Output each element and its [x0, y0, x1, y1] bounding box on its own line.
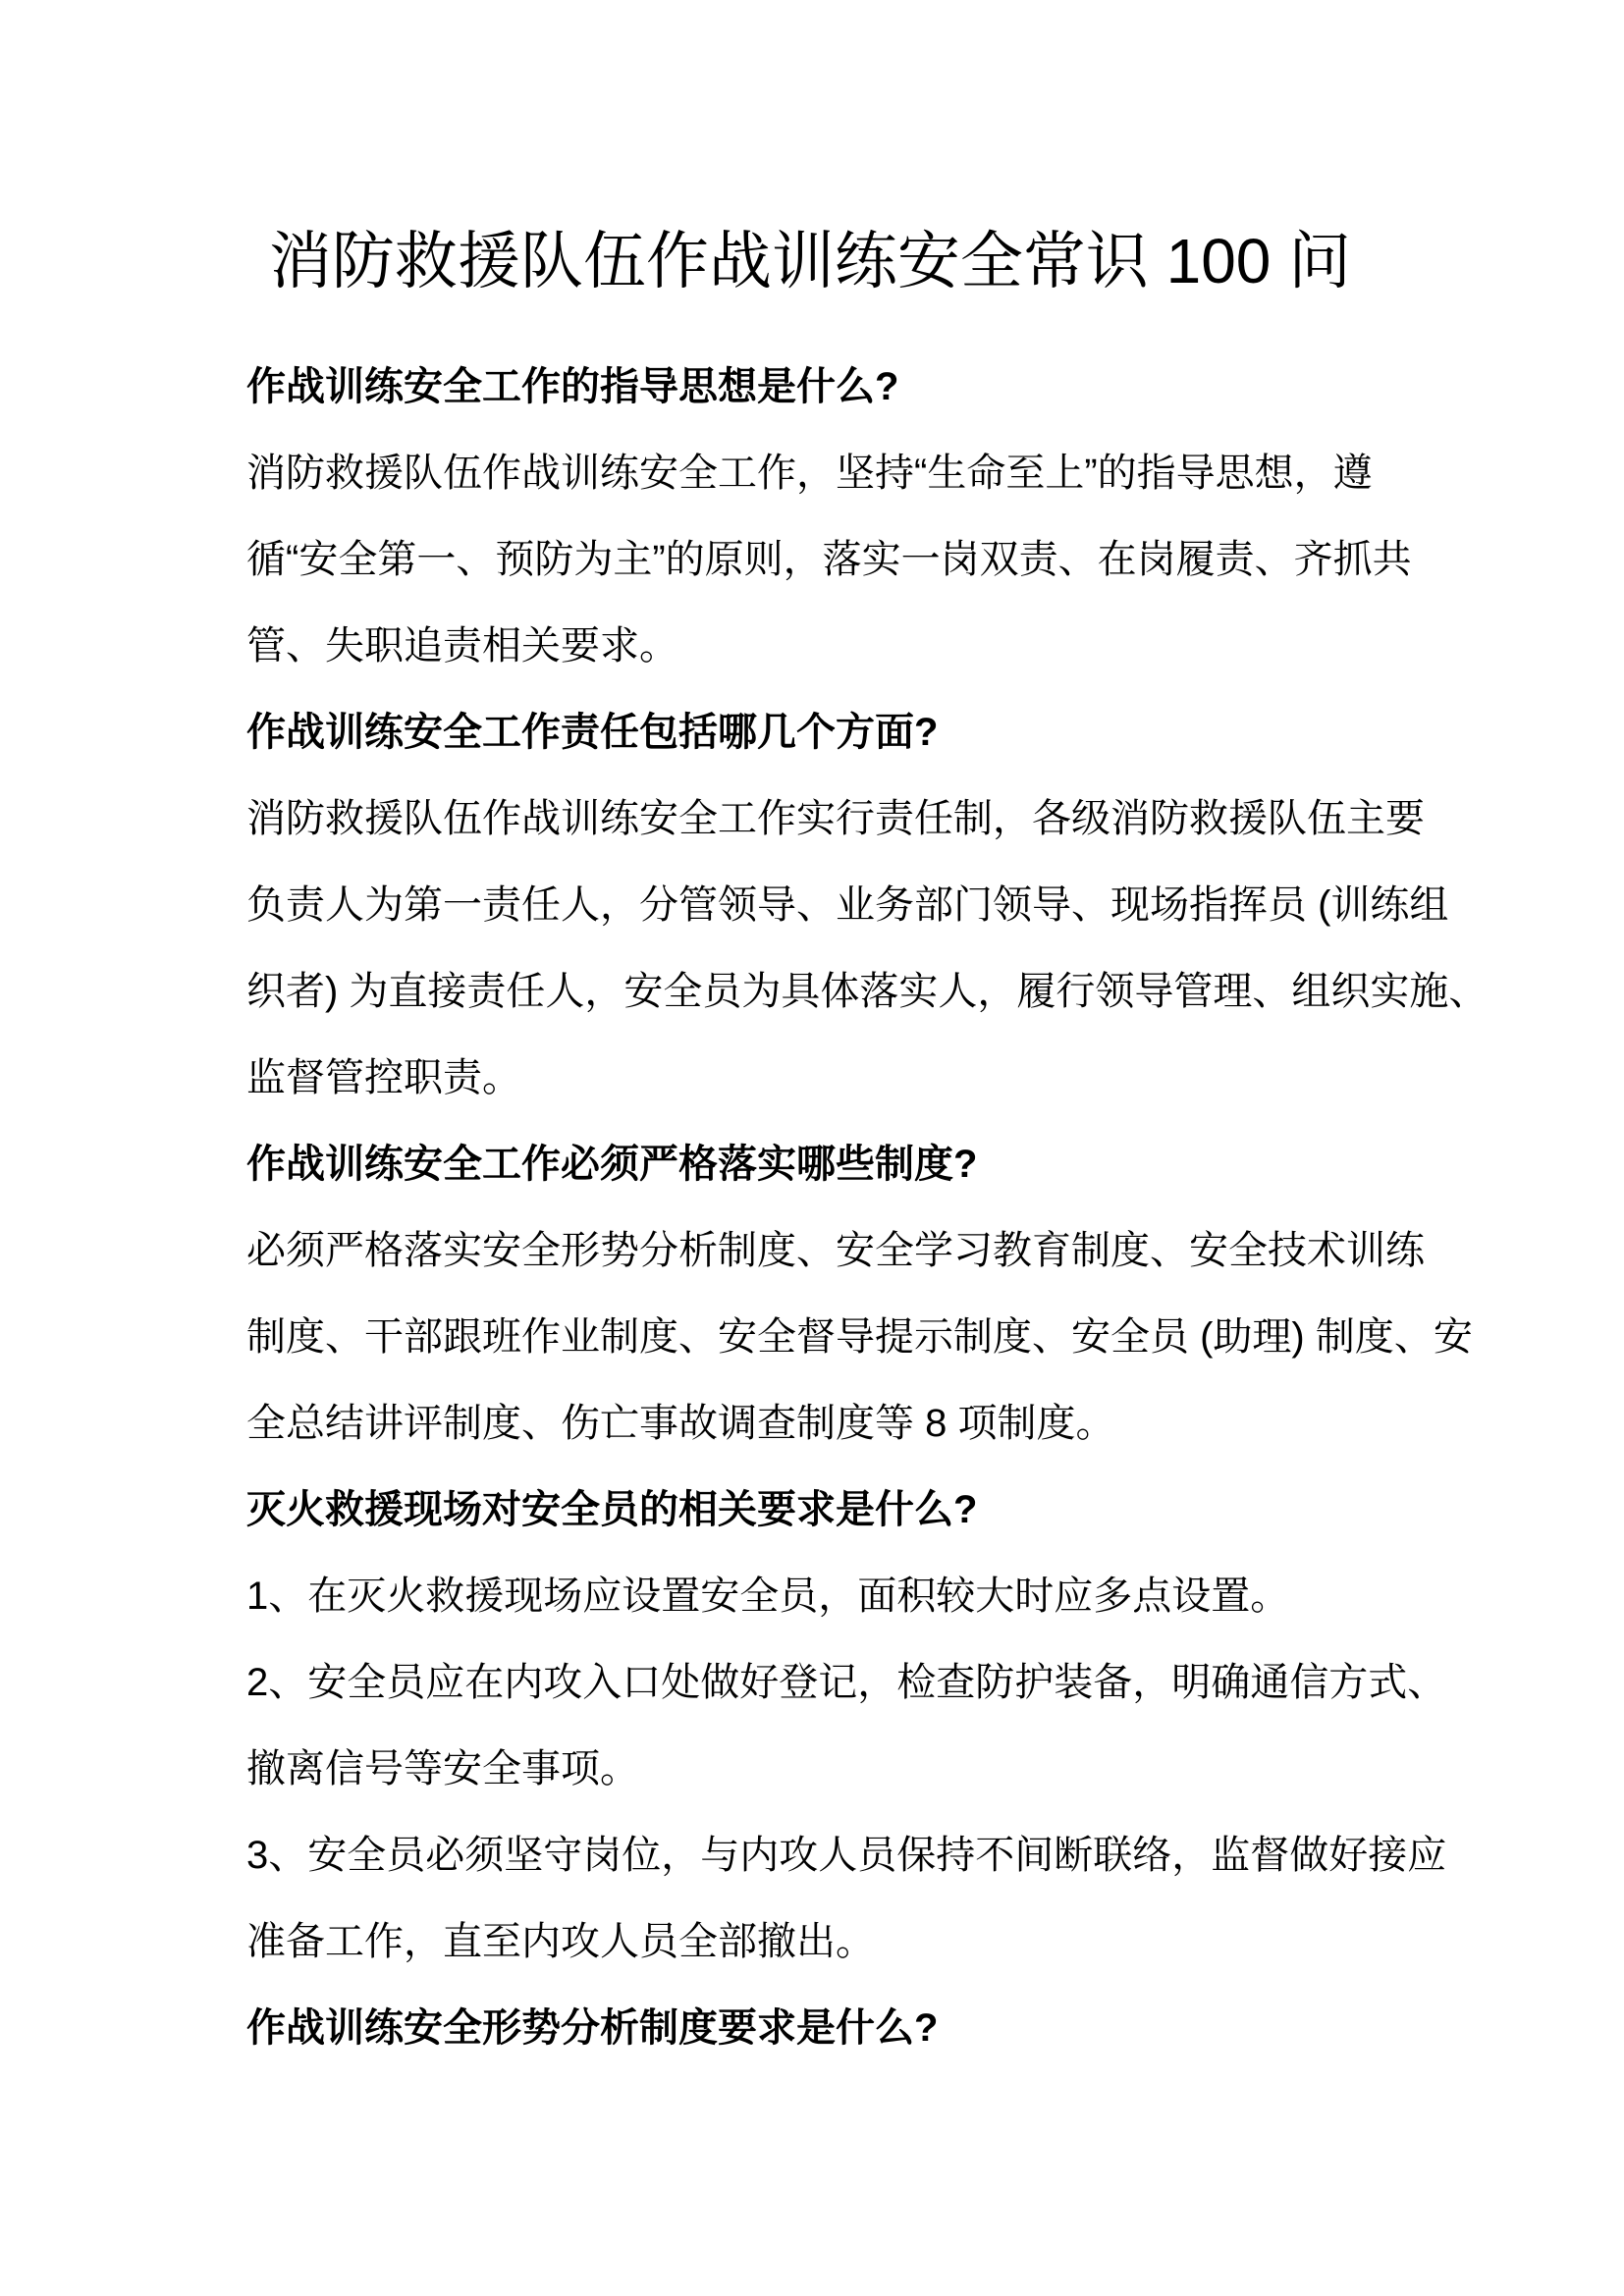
- answer-line: 制度、干部跟班作业制度、安全督导提示制度、安全员 (助理) 制度、安: [246, 1315, 1473, 1359]
- question-heading: 作战训练安全形势分析制度要求是什么?: [246, 2006, 939, 2050]
- answer-line: 循“安全第一、预防为主”的原则，落实一岗双责、在岗履责、齐抓共: [246, 538, 1412, 581]
- qa-section: [246, 1985, 1374, 2071]
- question-heading: 作战训练安全工作责任包括哪几个方面?: [246, 711, 939, 754]
- answer-line: 2、安全员应在内攻入口处做好登记，检查防护装备，明确通信方式、: [246, 1661, 1447, 1704]
- question-heading: 灭火救援现场对安全员的相关要求是什么?: [246, 1488, 978, 1531]
- answer-line: 必须严格落实安全形势分析制度、安全学习教育制度、安全技术训练: [246, 1229, 1425, 1272]
- answer-line: 管、失职追责相关要求。: [246, 624, 678, 667]
- answer-line: 消防救援队伍作战训练安全工作，坚持“生命至上”的指导思想，遵: [246, 452, 1373, 495]
- answer-line: 负责人为第一责任人，分管领导、业务部门领导、现场指挥员 (训练组: [246, 883, 1449, 927]
- document-title: 消防救援队伍作战训练安全常识 100 问: [268, 226, 1352, 296]
- answer-line: 撤离信号等安全事项。: [246, 1747, 639, 1790]
- answer-line: 织者) 为直接责任人，安全员为具体落实人，履行领导管理、组织实施、: [246, 970, 1489, 1013]
- qa-section: [246, 1467, 1447, 1985]
- question-heading: 作战训练安全工作的指导思想是什么?: [246, 365, 899, 408]
- answer-line: 全总结讲评制度、伤亡事故调查制度等 8 项制度。: [246, 1402, 1115, 1445]
- answer-line: 准备工作，直至内攻人员全部撤出。: [246, 1920, 875, 1963]
- qa-section: [246, 689, 1489, 1121]
- answer-line: 消防救援队伍作战训练安全工作实行责任制，各级消防救援队伍主要: [246, 797, 1425, 840]
- qa-section: [246, 1121, 1473, 1467]
- answer-line: 监督管控职责。: [246, 1056, 521, 1099]
- answer-line: 1、在灭火救援现场应设置安全员，面积较大时应多点设置。: [246, 1575, 1290, 1618]
- question-heading: 作战训练安全工作必须严格落实哪些制度?: [246, 1143, 978, 1186]
- document-page: [246, 0, 1489, 2071]
- qa-section: [246, 344, 1412, 689]
- answer-line: 3、安全员必须坚守岗位，与内攻人员保持不间断联络，监督做好接应: [246, 1834, 1447, 1877]
